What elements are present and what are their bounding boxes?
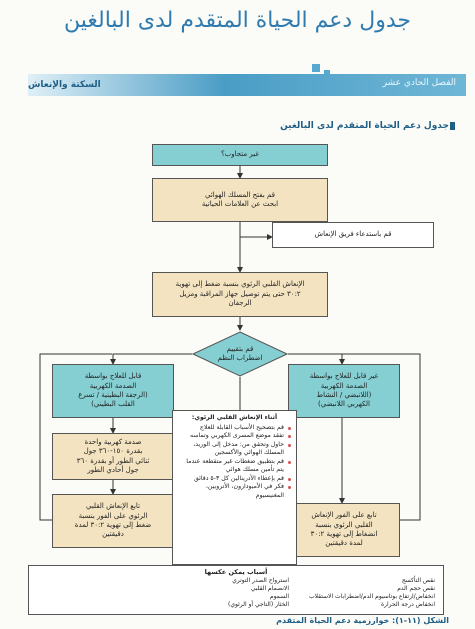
open-airway-line: قم بفتح المسلك الهوائي bbox=[204, 190, 276, 199]
resume-right-line: القلبي الرئوي بنسبة bbox=[315, 520, 373, 529]
shock-line: جول أحادي الطور bbox=[87, 465, 139, 474]
cpr-line: الرجفان bbox=[228, 299, 252, 308]
non-shockable-box bbox=[288, 364, 400, 418]
causes-column-right bbox=[295, 577, 435, 609]
open-airway-line: ابحث عن العلامات الحياتية bbox=[201, 200, 279, 208]
resume-left-line: الرئوي على الفور بنسبة bbox=[78, 511, 148, 520]
shockable-line: الصدمة الكهربية bbox=[89, 381, 137, 390]
shock-line: صدمة كهربية واحدة bbox=[84, 437, 142, 446]
non-shockable-line: الصدمة الكهربية bbox=[320, 381, 368, 390]
cause-item: استرواح الصدر التوتري bbox=[232, 577, 289, 584]
shockable-box bbox=[52, 364, 174, 418]
shock-line: بقدرة ١٥٠-٣٦٠ جول bbox=[83, 447, 143, 456]
non-shockable-line: غير قابل للعلاج بواسطة bbox=[309, 372, 379, 381]
resume-left-line: تابع الإنعاش القلبي bbox=[85, 502, 141, 511]
sub-heading: جدول دعم الحياة المتقدم لدى البالغين bbox=[280, 121, 449, 131]
cause-item: نقص التأكسج bbox=[401, 577, 435, 584]
list-item: حاول وتحقق من: مدخل إلى الوريد، المسلك الهوائي والأكسجين bbox=[177, 441, 284, 458]
cpr-line: الإنعاش القلبي الرئوي بنسبة ضغط إلى تهوية bbox=[175, 280, 305, 289]
causes-title: أسباب يمكن عكسها bbox=[204, 568, 268, 576]
during-cpr-box bbox=[172, 410, 297, 565]
non-shockable-line: الكهربي اللانبضي) bbox=[318, 400, 370, 409]
figure-caption: الشكل (١١-١): خوارزمية دعم الحياة المتقدم bbox=[276, 616, 449, 625]
list-item: قم بتصحيح الأسباب القابلة للعلاج bbox=[177, 424, 284, 433]
shockable-line: (الرجفة البطينية / تسرع bbox=[78, 391, 148, 399]
reversible-causes-box bbox=[28, 565, 444, 615]
unresponsive-text: غير متجاوب؟ bbox=[220, 150, 260, 159]
list-item: قم بتطبيق ضغطات غير متقطعة عندما يتم تأمين مسلك هوائي bbox=[177, 458, 284, 475]
list-item: قم بإعطاء الأدرينالين كل ٣-٥ دقائق bbox=[177, 475, 284, 484]
call-team-text: قم باستدعاء فريق الإنعاش bbox=[314, 230, 392, 239]
resume-right-line: لمدة دقيقتين bbox=[325, 539, 363, 548]
causes-column-middle bbox=[179, 577, 289, 609]
list-item: تفقد موضع المسرى الكهربي وتماسه bbox=[177, 432, 284, 441]
cause-item: انخفاض/ارتفاع بوتاسيوم الدم/اضطرابات الاستقلاب bbox=[308, 593, 435, 601]
cpr-line: ٣٠:٢ حتى يتم توصيل جهاز المراقبة ومزيل bbox=[179, 289, 301, 298]
assess-line: اضطراب النظم bbox=[217, 354, 263, 362]
shockable-line: قابل للعلاج بواسطة bbox=[84, 372, 142, 381]
list-item: فكر في الأميودارون، الأتروبين، المغنيسيوم bbox=[177, 483, 284, 500]
resume-cpr-left-box bbox=[52, 494, 174, 548]
resume-right-line: انضغاط إلى تهوية ٣٠:٢ bbox=[310, 530, 378, 538]
chapter-label: الفصل الحادي عشر bbox=[382, 78, 456, 88]
resume-right-line: تابع على الفور الإنعاش bbox=[311, 511, 377, 520]
cause-item: نقص حجم الدم bbox=[397, 585, 435, 593]
shock-line: ثنائي الطور أو بقدرة ٣٦٠ bbox=[76, 456, 150, 465]
resume-left-line: دقيقتين bbox=[102, 530, 124, 539]
unresponsive-box bbox=[152, 144, 328, 166]
shock-box bbox=[52, 433, 174, 480]
cause-item: الخثار (التاجي أو الرئوي) bbox=[228, 601, 289, 609]
assess-rhythm-diamond bbox=[192, 331, 288, 377]
resume-left-line: ضغط إلى تهوية ٣٠:٢ لمدة bbox=[74, 521, 152, 529]
open-airway-box bbox=[152, 178, 328, 222]
non-shockable-line: (اللانبضي / النشاط bbox=[316, 391, 372, 399]
cpr-box bbox=[152, 272, 328, 317]
assess-line: قم بتقييم bbox=[226, 344, 254, 353]
section-label: السكتة والإنعاش bbox=[28, 80, 101, 90]
page-title: جدول دعم الحياة المتقدم لدى البالغين bbox=[64, 8, 411, 33]
call-team-box bbox=[272, 222, 434, 248]
resume-cpr-right-box bbox=[288, 503, 400, 557]
shockable-line: القلب البطيني) bbox=[91, 400, 135, 409]
during-cpr-title: أثناء الإنعاش القلبي الرئوي: bbox=[191, 414, 278, 421]
cause-item: انخفاض درجة الحرارة bbox=[380, 601, 435, 609]
during-cpr-list bbox=[177, 424, 292, 501]
cause-item: الانصمام القلبي bbox=[250, 585, 289, 593]
cause-item: السموم bbox=[269, 593, 289, 601]
